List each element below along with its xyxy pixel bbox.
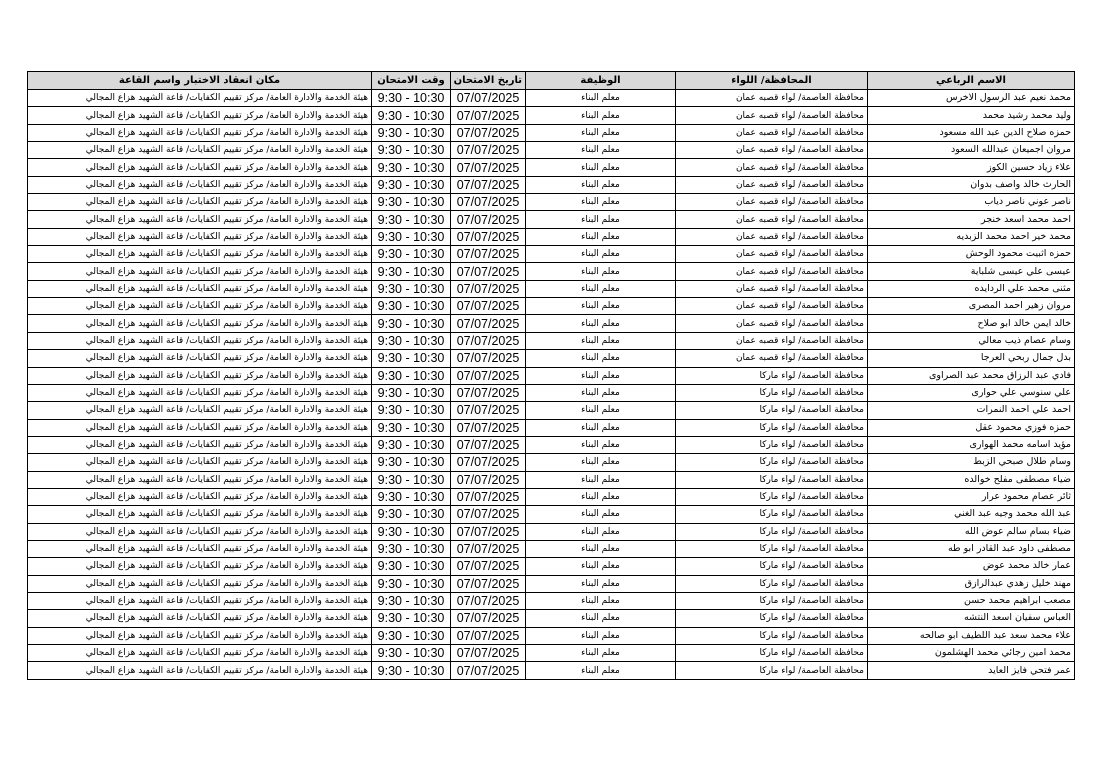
cell-governorate: محافظة العاصمة/ لواء ماركا: [676, 627, 868, 644]
table-row: [28, 194, 1075, 211]
cell-job: معلم البناء: [526, 263, 676, 280]
table-row: [28, 367, 1075, 384]
cell-date: 07/07/2025: [451, 627, 526, 644]
cell-time: 9:30 - 10:30: [372, 332, 451, 349]
cell-job: معلم البناء: [526, 523, 676, 540]
cell-time: 9:30 - 10:30: [372, 315, 451, 332]
cell-date: 07/07/2025: [451, 194, 526, 211]
cell-time: 9:30 - 10:30: [372, 610, 451, 627]
cell-place: هيئة الخدمة والادارة العامة/ مركز تقييم الكفايات/ قاعة الشهيد هزاع المجالي: [28, 159, 372, 176]
cell-job: معلم البناء: [526, 558, 676, 575]
cell-time: 9:30 - 10:30: [372, 298, 451, 315]
cell-governorate: محافظة العاصمة/ لواء ماركا: [676, 471, 868, 488]
table-row: [28, 280, 1075, 297]
cell-date: 07/07/2025: [451, 280, 526, 297]
table-row: [28, 298, 1075, 315]
cell-governorate: محافظة العاصمة/ لواء قصبه عمان: [676, 176, 868, 193]
table-row: [28, 159, 1075, 176]
table-row: [28, 384, 1075, 401]
cell-governorate: محافظة العاصمة/ لواء قصبه عمان: [676, 246, 868, 263]
table-row: [28, 107, 1075, 124]
cell-governorate: محافظة العاصمة/ لواء قصبه عمان: [676, 124, 868, 141]
cell-name: ثائر عصام محمود عرار: [868, 488, 1075, 505]
cell-name: احمد علي احمد النمرات: [868, 402, 1075, 419]
cell-place: هيئة الخدمة والادارة العامة/ مركز تقييم الكفايات/ قاعة الشهيد هزاع المجالي: [28, 592, 372, 609]
cell-name: خالد ايمن خالد ابو صلاح: [868, 315, 1075, 332]
cell-name: عبد الله محمد وجيه عبد الغني: [868, 506, 1075, 523]
cell-time: 9:30 - 10:30: [372, 436, 451, 453]
cell-job: معلم البناء: [526, 142, 676, 159]
table-row: [28, 523, 1075, 540]
cell-name: بدل جمال ربحي العرجا: [868, 350, 1075, 367]
cell-time: 9:30 - 10:30: [372, 367, 451, 384]
cell-governorate: محافظة العاصمة/ لواء قصبه عمان: [676, 228, 868, 245]
cell-job: معلم البناء: [526, 246, 676, 263]
cell-job: معلم البناء: [526, 367, 676, 384]
cell-governorate: محافظة العاصمة/ لواء قصبه عمان: [676, 90, 868, 107]
cell-governorate: محافظة العاصمة/ لواء ماركا: [676, 506, 868, 523]
cell-job: معلم البناء: [526, 90, 676, 107]
cell-governorate: محافظة العاصمة/ لواء ماركا: [676, 610, 868, 627]
cell-time: 9:30 - 10:30: [372, 280, 451, 297]
cell-date: 07/07/2025: [451, 246, 526, 263]
cell-date: 07/07/2025: [451, 159, 526, 176]
cell-job: معلم البناء: [526, 228, 676, 245]
cell-governorate: محافظة العاصمة/ لواء قصبه عمان: [676, 350, 868, 367]
cell-place: هيئة الخدمة والادارة العامة/ مركز تقييم الكفايات/ قاعة الشهيد هزاع المجالي: [28, 298, 372, 315]
cell-job: معلم البناء: [526, 488, 676, 505]
cell-governorate: محافظة العاصمة/ لواء ماركا: [676, 402, 868, 419]
cell-time: 9:30 - 10:30: [372, 124, 451, 141]
cell-time: 9:30 - 10:30: [372, 107, 451, 124]
cell-name: ضياء مصطفى مفلح خوالده: [868, 471, 1075, 488]
cell-name: علي سنوسي علي حوارى: [868, 384, 1075, 401]
cell-job: معلم البناء: [526, 211, 676, 228]
header-job: الوظيفة: [526, 72, 676, 90]
cell-name: علاء محمد سعد عبد اللطيف ابو صالحه: [868, 627, 1075, 644]
table-row: [28, 454, 1075, 471]
table-row: [28, 211, 1075, 228]
cell-name: محمد خير احمد محمد الزبديه: [868, 228, 1075, 245]
cell-name: حمزه اثبيت محمود الوحش: [868, 246, 1075, 263]
cell-place: هيئة الخدمة والادارة العامة/ مركز تقييم الكفايات/ قاعة الشهيد هزاع المجالي: [28, 558, 372, 575]
cell-job: معلم البناء: [526, 454, 676, 471]
cell-governorate: محافظة العاصمة/ لواء قصبه عمان: [676, 298, 868, 315]
cell-place: هيئة الخدمة والادارة العامة/ مركز تقييم الكفايات/ قاعة الشهيد هزاع المجالي: [28, 124, 372, 141]
table-row: [28, 592, 1075, 609]
header-date: تاريخ الامتحان: [451, 72, 526, 90]
cell-time: 9:30 - 10:30: [372, 159, 451, 176]
cell-place: هيئة الخدمة والادارة العامة/ مركز تقييم الكفايات/ قاعة الشهيد هزاع المجالي: [28, 176, 372, 193]
cell-name: وسام طلال صبحي الزبط: [868, 454, 1075, 471]
cell-name: مروان زهير احمد المصرى: [868, 298, 1075, 315]
cell-name: عيسى علي عيسى شلباية: [868, 263, 1075, 280]
cell-job: معلم البناء: [526, 315, 676, 332]
cell-time: 9:30 - 10:30: [372, 645, 451, 662]
table-row: [28, 419, 1075, 436]
table-row: [28, 402, 1075, 419]
cell-job: معلم البناء: [526, 176, 676, 193]
cell-name: محمد نعيم عبد الرسول الاخرس: [868, 90, 1075, 107]
cell-place: هيئة الخدمة والادارة العامة/ مركز تقييم الكفايات/ قاعة الشهيد هزاع المجالي: [28, 419, 372, 436]
header-governorate: المحافظة/ اللواء: [676, 72, 868, 90]
cell-date: 07/07/2025: [451, 228, 526, 245]
cell-time: 9:30 - 10:30: [372, 194, 451, 211]
table-row: [28, 506, 1075, 523]
header-name: الاسم الرباعي: [868, 72, 1075, 90]
cell-governorate: محافظة العاصمة/ لواء قصبه عمان: [676, 211, 868, 228]
cell-job: معلم البناء: [526, 575, 676, 592]
table-row: [28, 471, 1075, 488]
cell-date: 07/07/2025: [451, 124, 526, 141]
cell-name: فادي عبد الرزاق محمد عبد الصراوى: [868, 367, 1075, 384]
cell-job: معلم البناء: [526, 194, 676, 211]
cell-date: 07/07/2025: [451, 436, 526, 453]
cell-date: 07/07/2025: [451, 176, 526, 193]
cell-time: 9:30 - 10:30: [372, 142, 451, 159]
cell-place: هيئة الخدمة والادارة العامة/ مركز تقييم الكفايات/ قاعة الشهيد هزاع المجالي: [28, 332, 372, 349]
cell-date: 07/07/2025: [451, 263, 526, 280]
cell-name: حمزه صلاح الدين عبد الله مسعود: [868, 124, 1075, 141]
cell-date: 07/07/2025: [451, 471, 526, 488]
cell-place: هيئة الخدمة والادارة العامة/ مركز تقييم الكفايات/ قاعة الشهيد هزاع المجالي: [28, 350, 372, 367]
cell-date: 07/07/2025: [451, 107, 526, 124]
table-row: [28, 142, 1075, 159]
header-place: مكان انعقاد الاختبار واسم القاعة: [28, 72, 372, 90]
cell-time: 9:30 - 10:30: [372, 402, 451, 419]
cell-name: مروان اجميعان عبدالله السعود: [868, 142, 1075, 159]
cell-time: 9:30 - 10:30: [372, 246, 451, 263]
table-row: [28, 575, 1075, 592]
cell-time: 9:30 - 10:30: [372, 506, 451, 523]
table-body: [28, 90, 1075, 680]
cell-place: هيئة الخدمة والادارة العامة/ مركز تقييم الكفايات/ قاعة الشهيد هزاع المجالي: [28, 142, 372, 159]
cell-date: 07/07/2025: [451, 488, 526, 505]
cell-name: مصعب ابراهيم محمد حسن: [868, 592, 1075, 609]
cell-governorate: محافظة العاصمة/ لواء ماركا: [676, 367, 868, 384]
cell-place: هيئة الخدمة والادارة العامة/ مركز تقييم الكفايات/ قاعة الشهيد هزاع المجالي: [28, 627, 372, 644]
cell-place: هيئة الخدمة والادارة العامة/ مركز تقييم الكفايات/ قاعة الشهيد هزاع المجالي: [28, 540, 372, 557]
cell-date: 07/07/2025: [451, 402, 526, 419]
cell-job: معلم البناء: [526, 159, 676, 176]
table-row: [28, 176, 1075, 193]
cell-governorate: محافظة العاصمة/ لواء ماركا: [676, 645, 868, 662]
cell-name: وليد محمد رشيد محمد: [868, 107, 1075, 124]
cell-date: 07/07/2025: [451, 298, 526, 315]
cell-governorate: محافظة العاصمة/ لواء ماركا: [676, 662, 868, 679]
cell-name: حمزه فوزي محمود عقل: [868, 419, 1075, 436]
table-row: [28, 228, 1075, 245]
cell-job: معلم البناء: [526, 280, 676, 297]
cell-place: هيئة الخدمة والادارة العامة/ مركز تقييم الكفايات/ قاعة الشهيد هزاع المجالي: [28, 315, 372, 332]
cell-place: هيئة الخدمة والادارة العامة/ مركز تقييم الكفايات/ قاعة الشهيد هزاع المجالي: [28, 645, 372, 662]
cell-job: معلم البناء: [526, 627, 676, 644]
cell-job: معلم البناء: [526, 298, 676, 315]
cell-job: معلم البناء: [526, 402, 676, 419]
cell-name: مؤيد اسامه محمد الهوارى: [868, 436, 1075, 453]
cell-place: هيئة الخدمة والادارة العامة/ مركز تقييم الكفايات/ قاعة الشهيد هزاع المجالي: [28, 263, 372, 280]
cell-governorate: محافظة العاصمة/ لواء ماركا: [676, 436, 868, 453]
cell-time: 9:30 - 10:30: [372, 523, 451, 540]
cell-governorate: محافظة العاصمة/ لواء ماركا: [676, 592, 868, 609]
table-row: [28, 488, 1075, 505]
cell-place: هيئة الخدمة والادارة العامة/ مركز تقييم الكفايات/ قاعة الشهيد هزاع المجالي: [28, 436, 372, 453]
cell-time: 9:30 - 10:30: [372, 488, 451, 505]
cell-governorate: محافظة العاصمة/ لواء ماركا: [676, 575, 868, 592]
cell-name: عمر فتحي فايز العايد: [868, 662, 1075, 679]
cell-governorate: محافظة العاصمة/ لواء ماركا: [676, 540, 868, 557]
table-row: [28, 645, 1075, 662]
cell-job: معلم البناء: [526, 419, 676, 436]
cell-governorate: محافظة العاصمة/ لواء قصبه عمان: [676, 159, 868, 176]
cell-time: 9:30 - 10:30: [372, 454, 451, 471]
cell-place: هيئة الخدمة والادارة العامة/ مركز تقييم الكفايات/ قاعة الشهيد هزاع المجالي: [28, 454, 372, 471]
cell-name: محمد امين رجائي محمد الهشلمون: [868, 645, 1075, 662]
cell-date: 07/07/2025: [451, 592, 526, 609]
cell-time: 9:30 - 10:30: [372, 575, 451, 592]
cell-time: 9:30 - 10:30: [372, 211, 451, 228]
cell-date: 07/07/2025: [451, 645, 526, 662]
cell-place: هيئة الخدمة والادارة العامة/ مركز تقييم الكفايات/ قاعة الشهيد هزاع المجالي: [28, 471, 372, 488]
cell-job: معلم البناء: [526, 384, 676, 401]
cell-date: 07/07/2025: [451, 575, 526, 592]
cell-governorate: محافظة العاصمة/ لواء ماركا: [676, 419, 868, 436]
cell-place: هيئة الخدمة والادارة العامة/ مركز تقييم الكفايات/ قاعة الشهيد هزاع المجالي: [28, 280, 372, 297]
cell-time: 9:30 - 10:30: [372, 540, 451, 557]
cell-date: 07/07/2025: [451, 662, 526, 679]
cell-name: احمد محمد اسعد خنجر: [868, 211, 1075, 228]
cell-governorate: محافظة العاصمة/ لواء قصبه عمان: [676, 332, 868, 349]
cell-governorate: محافظة العاصمة/ لواء قصبه عمان: [676, 315, 868, 332]
cell-job: معلم البناء: [526, 610, 676, 627]
cell-date: 07/07/2025: [451, 211, 526, 228]
header-time: وقت الامتحان: [372, 72, 451, 90]
cell-place: هيئة الخدمة والادارة العامة/ مركز تقييم الكفايات/ قاعة الشهيد هزاع المجالي: [28, 506, 372, 523]
cell-governorate: محافظة العاصمة/ لواء ماركا: [676, 558, 868, 575]
cell-time: 9:30 - 10:30: [372, 384, 451, 401]
cell-time: 9:30 - 10:30: [372, 176, 451, 193]
cell-time: 9:30 - 10:30: [372, 350, 451, 367]
cell-time: 9:30 - 10:30: [372, 263, 451, 280]
cell-date: 07/07/2025: [451, 142, 526, 159]
cell-name: علاء زياد حسين الكوز: [868, 159, 1075, 176]
cell-date: 07/07/2025: [451, 332, 526, 349]
cell-place: هيئة الخدمة والادارة العامة/ مركز تقييم الكفايات/ قاعة الشهيد هزاع المجالي: [28, 402, 372, 419]
cell-date: 07/07/2025: [451, 454, 526, 471]
cell-time: 9:30 - 10:30: [372, 90, 451, 107]
table-row: [28, 627, 1075, 644]
cell-job: معلم البناء: [526, 645, 676, 662]
table-row: [28, 263, 1075, 280]
table-header-row: [28, 72, 1075, 90]
table-row: [28, 350, 1075, 367]
cell-date: 07/07/2025: [451, 367, 526, 384]
table-row: [28, 315, 1075, 332]
cell-place: هيئة الخدمة والادارة العامة/ مركز تقييم الكفايات/ قاعة الشهيد هزاع المجالي: [28, 610, 372, 627]
cell-date: 07/07/2025: [451, 558, 526, 575]
cell-governorate: محافظة العاصمة/ لواء قصبه عمان: [676, 107, 868, 124]
cell-governorate: محافظة العاصمة/ لواء قصبه عمان: [676, 280, 868, 297]
cell-time: 9:30 - 10:30: [372, 228, 451, 245]
cell-name: عمار خالد محمد عوض: [868, 558, 1075, 575]
cell-name: مهند خليل زهدي عبدالرازق: [868, 575, 1075, 592]
cell-job: معلم البناء: [526, 107, 676, 124]
cell-date: 07/07/2025: [451, 350, 526, 367]
cell-name: العباس سفيان اسعد النتشه: [868, 610, 1075, 627]
cell-place: هيئة الخدمة والادارة العامة/ مركز تقييم الكفايات/ قاعة الشهيد هزاع المجالي: [28, 488, 372, 505]
cell-place: هيئة الخدمة والادارة العامة/ مركز تقييم الكفايات/ قاعة الشهيد هزاع المجالي: [28, 384, 372, 401]
cell-name: ناصر عوني ناصر دياب: [868, 194, 1075, 211]
cell-governorate: محافظة العاصمة/ لواء ماركا: [676, 488, 868, 505]
table-row: [28, 436, 1075, 453]
cell-date: 07/07/2025: [451, 419, 526, 436]
cell-governorate: محافظة العاصمة/ لواء قصبه عمان: [676, 142, 868, 159]
table-row: [28, 662, 1075, 679]
cell-governorate: محافظة العاصمة/ لواء قصبه عمان: [676, 263, 868, 280]
table-row: [28, 332, 1075, 349]
cell-place: هيئة الخدمة والادارة العامة/ مركز تقييم الكفايات/ قاعة الشهيد هزاع المجالي: [28, 107, 372, 124]
cell-place: هيئة الخدمة والادارة العامة/ مركز تقييم الكفايات/ قاعة الشهيد هزاع المجالي: [28, 194, 372, 211]
cell-place: هيئة الخدمة والادارة العامة/ مركز تقييم الكفايات/ قاعة الشهيد هزاع المجالي: [28, 211, 372, 228]
cell-time: 9:30 - 10:30: [372, 471, 451, 488]
table-row: [28, 610, 1075, 627]
table-row: [28, 90, 1075, 107]
cell-governorate: محافظة العاصمة/ لواء ماركا: [676, 523, 868, 540]
table-row: [28, 246, 1075, 263]
cell-place: هيئة الخدمة والادارة العامة/ مركز تقييم الكفايات/ قاعة الشهيد هزاع المجالي: [28, 228, 372, 245]
cell-job: معلم البناء: [526, 332, 676, 349]
cell-governorate: محافظة العاصمة/ لواء ماركا: [676, 384, 868, 401]
cell-time: 9:30 - 10:30: [372, 558, 451, 575]
cell-place: هيئة الخدمة والادارة العامة/ مركز تقييم الكفايات/ قاعة الشهيد هزاع المجالي: [28, 246, 372, 263]
cell-date: 07/07/2025: [451, 506, 526, 523]
cell-date: 07/07/2025: [451, 523, 526, 540]
cell-job: معلم البناء: [526, 436, 676, 453]
cell-date: 07/07/2025: [451, 610, 526, 627]
cell-place: هيئة الخدمة والادارة العامة/ مركز تقييم الكفايات/ قاعة الشهيد هزاع المجالي: [28, 523, 372, 540]
cell-name: وسام عصام ذيب معالي: [868, 332, 1075, 349]
cell-place: هيئة الخدمة والادارة العامة/ مركز تقييم الكفايات/ قاعة الشهيد هزاع المجالي: [28, 662, 372, 679]
cell-governorate: محافظة العاصمة/ لواء ماركا: [676, 454, 868, 471]
cell-date: 07/07/2025: [451, 315, 526, 332]
cell-time: 9:30 - 10:30: [372, 627, 451, 644]
cell-job: معلم البناء: [526, 350, 676, 367]
table-row: [28, 124, 1075, 141]
cell-date: 07/07/2025: [451, 384, 526, 401]
cell-job: معلم البناء: [526, 471, 676, 488]
cell-job: معلم البناء: [526, 124, 676, 141]
cell-place: هيئة الخدمة والادارة العامة/ مركز تقييم الكفايات/ قاعة الشهيد هزاع المجالي: [28, 90, 372, 107]
cell-date: 07/07/2025: [451, 540, 526, 557]
cell-time: 9:30 - 10:30: [372, 592, 451, 609]
cell-name: ضياء بسام سالم عوض الله: [868, 523, 1075, 540]
cell-place: هيئة الخدمة والادارة العامة/ مركز تقييم الكفايات/ قاعة الشهيد هزاع المجالي: [28, 367, 372, 384]
cell-governorate: محافظة العاصمة/ لواء قصبه عمان: [676, 194, 868, 211]
cell-job: معلم البناء: [526, 592, 676, 609]
cell-job: معلم البناء: [526, 662, 676, 679]
cell-date: 07/07/2025: [451, 90, 526, 107]
cell-job: معلم البناء: [526, 540, 676, 557]
cell-name: مصطفى داود عبد القادر ابو طه: [868, 540, 1075, 557]
exam-schedule-table: [27, 71, 1075, 680]
cell-name: الحارث خالد واصف بدوان: [868, 176, 1075, 193]
cell-time: 9:30 - 10:30: [372, 419, 451, 436]
cell-job: معلم البناء: [526, 506, 676, 523]
cell-place: هيئة الخدمة والادارة العامة/ مركز تقييم الكفايات/ قاعة الشهيد هزاع المجالي: [28, 575, 372, 592]
table-row: [28, 540, 1075, 557]
table-row: [28, 558, 1075, 575]
cell-time: 9:30 - 10:30: [372, 662, 451, 679]
cell-name: مثنى محمد علي الردايده: [868, 280, 1075, 297]
